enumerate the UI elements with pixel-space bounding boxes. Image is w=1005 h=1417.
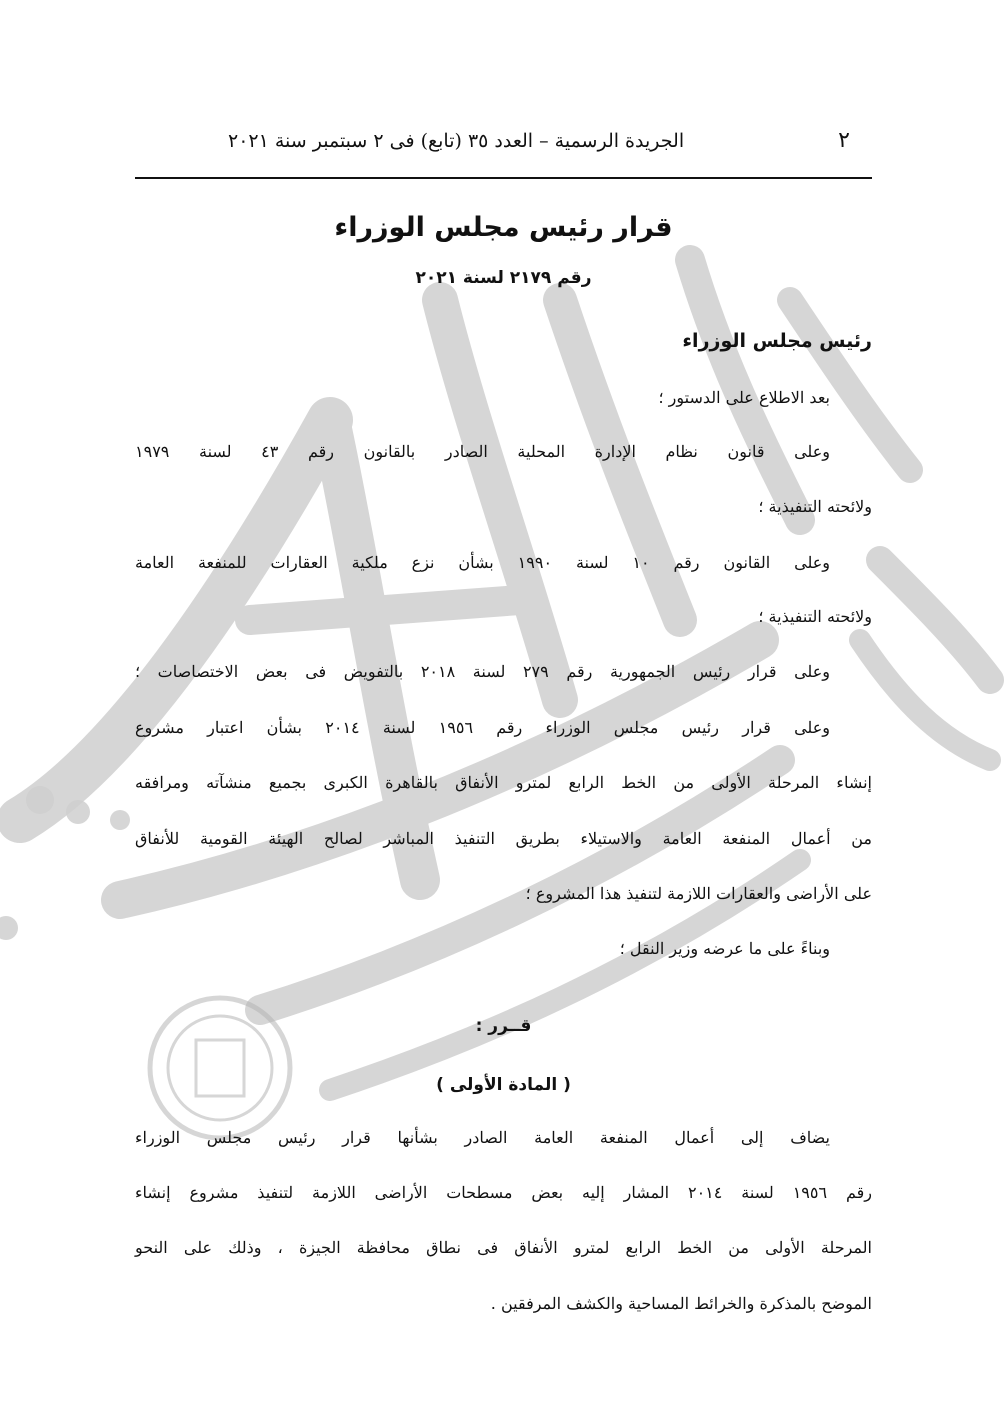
preamble-line: إنشاء المرحلة الأولى من الخط الرابع لمترو الأنفاق بالقاهرة الكبرى بجميع منشآته ومرافقه [135, 773, 872, 792]
article-line: يضاف إلى أعمال المنفعة العامة الصادر بشأنها قرار رئيس مجلس الوزراء [135, 1128, 831, 1147]
page-header [228, 128, 850, 153]
decision-heading: قــرر : [475, 1016, 532, 1036]
article-line: الموضح بالمذكرة والخرائط المساحية والكشف المرفقين . [490, 1294, 872, 1313]
article-line: رقم ١٩٥٦ لسنة ٢٠١٤ المشار إليه بعض مسطحات الأراضى اللازمة لتنفيذ مشروع إنشاء [135, 1183, 872, 1202]
decree-number: رقم ٢١٧٩ لسنة ٢٠٢١ [415, 268, 592, 288]
page-number: ٢ [838, 128, 850, 153]
preamble-line: ولائحته التنفيذية ؛ [758, 497, 872, 516]
preamble-line: على الأراضى والعقارات اللازمة لتنفيذ هذا المشروع ؛ [525, 884, 872, 903]
preamble-line: وعلى القانون رقم ١٠ لسنة ١٩٩٠ بشأن نزع ملكية العقارات للمنفعة العامة [135, 553, 831, 572]
article-line: المرحلة الأولى من الخط الرابع لمترو الأنفاق فى نطاق محافظة الجيزة ، وذلك على النحو [135, 1238, 872, 1257]
preamble-line: ولائحته التنفيذية ؛ [758, 607, 872, 626]
preamble-line: وبناءً على ما عرضه وزير النقل ؛ [619, 939, 830, 958]
decree-title: قرار رئيس مجلس الوزراء [334, 212, 673, 243]
preamble-line: وعلى قرار رئيس مجلس الوزراء رقم ١٩٥٦ لسنة ٢٠١٤ بشأن اعتبار مشروع [135, 718, 831, 737]
header-rule [135, 177, 872, 179]
gazette-header-text: الجريدة الرسمية – العدد ٣٥ (تابع) فى ٢ سبتمبر سنة ٢٠٢١ [228, 130, 685, 152]
preamble-line: وعلى قانون نظام الإدارة المحلية الصادر بالقانون رقم ٤٣ لسنة ١٩٧٩ [135, 442, 830, 461]
preamble-line: بعد الاطلاع على الدستور ؛ [658, 388, 830, 407]
issuer-heading: رئيس مجلس الوزراء [682, 330, 872, 352]
article-heading: ( المادة الأولى ) [436, 1075, 571, 1095]
preamble-line: من أعمال المنفعة العامة والاستيلاء بطريق التنفيذ المباشر لصالح الهيئة القومية للأنفاق [135, 829, 872, 848]
preamble-line: وعلى قرار رئيس الجمهورية رقم ٢٧٩ لسنة ٢٠١٨ بالتفويض فى بعض الاختصاصات ؛ [135, 662, 830, 681]
